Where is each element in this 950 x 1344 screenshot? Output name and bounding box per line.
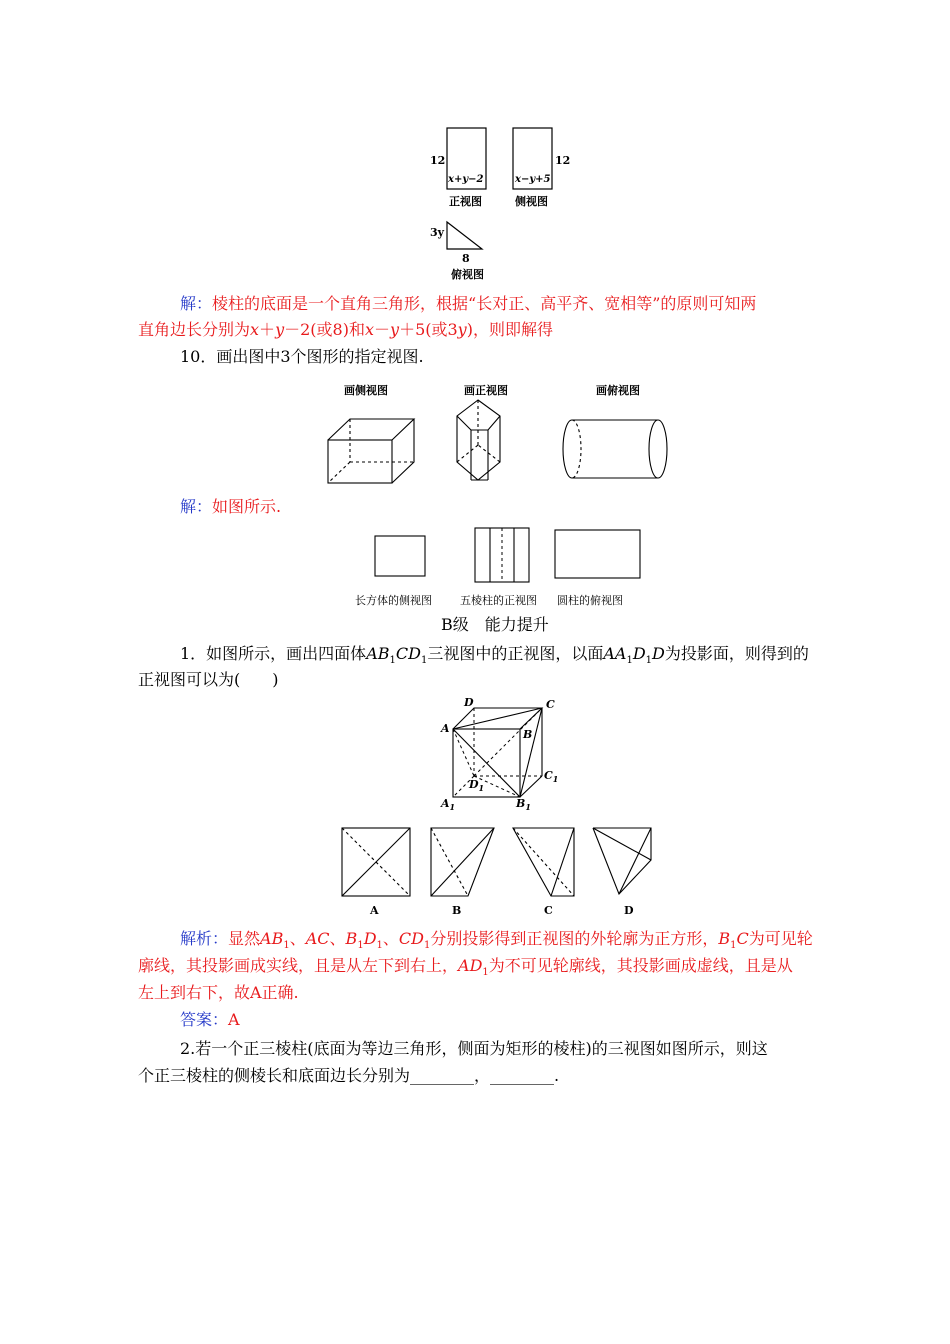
top-leg-label: 3y [430,226,445,239]
math-run: CD [395,644,421,663]
front-height-label: 12 [430,154,446,167]
answer-caption-2: 五棱柱的正视图 [460,594,537,607]
subscript: 1 [420,655,428,667]
vertex-letter: B [516,797,526,810]
text-run: 直角边长分别为 [138,320,251,339]
text-run: 、 [289,929,306,948]
solution-label: 解析： [180,929,229,948]
text-run: ＋ [259,320,276,339]
choice-b-shape [431,828,494,896]
solution-text: 棱柱的底面是一个直角三角形，根据“长对正、高平齐、宽相等”的原则可知两 [212,294,757,313]
solution-10 [180,494,281,520]
top-base-label: 8 [462,252,470,265]
choice-c-shape [513,828,574,896]
math-run: AA [603,644,627,663]
vertex-C: C [546,698,555,711]
text-run: 分别投影得到正视图的外轮廓为正方形， [430,929,719,948]
text-run: 为可见轮 [748,929,813,948]
text-run: 为投影面，则得到的 [664,644,809,663]
math-run: C [736,929,749,948]
subscript: 1 [482,967,489,979]
section-heading: B级 能力提升 [441,615,549,634]
choices-drawing [338,824,658,920]
three-view-figure [420,122,580,282]
vertex-B: B [523,728,533,741]
fig10-drawing [320,380,680,490]
vertex-letter: D [469,778,479,791]
vertex-A1 [441,797,455,812]
solution-text: 如图所示. [212,497,282,516]
answer-caption-1: 长方体的侧视图 [355,594,432,607]
vertex-B1 [516,797,531,812]
figure-10 [320,380,680,490]
subscript: 1 [478,783,485,794]
subscript: 1 [449,802,456,813]
math-run: D [652,644,665,663]
fig10-caption-1: 画侧视图 [344,384,388,397]
vertex-D: D [464,696,474,709]
text-run: 三视图中的正视图，以面 [427,644,604,663]
math-run: AC [305,929,330,948]
math-run: D [632,644,646,663]
side-width-label: x−y+5 [515,174,551,185]
question-1-line2: 正视图可以为( ) [138,670,279,689]
subscript: 1 [376,940,383,952]
text-run: 显然 [228,929,261,948]
side-view-caption: 侧视图 [515,195,548,208]
text-run: －2(或8)和 [284,320,365,339]
vertex-letter: A [441,797,450,810]
math-run: CD [398,929,424,948]
choice-c-label[interactable]: C [544,904,553,917]
vertex-C1 [544,769,558,784]
question-10: 10．画出图中3个图形的指定视图. [180,347,424,366]
figure-10-answer [350,522,650,612]
cuboid-shape [328,419,414,483]
fig10-caption-2: 画正视图 [464,384,508,397]
vertex-letter: C [544,769,553,782]
pentagonal-prism-shape [457,400,500,480]
subscript: 1 [423,940,431,952]
answer-label: 答案： [180,1010,229,1029]
solution-9-line1 [180,291,756,317]
math-run: AB [260,929,284,948]
var-y: y [457,320,467,339]
front-width-label: x+y−2 [448,174,484,185]
text-run: )，则即解得 [466,320,553,339]
subscript: 1 [357,940,364,952]
question-2-line1: 2.若一个正三棱柱(底面为等边三角形，侧面为矩形的棱柱)的三视图如图所示，则这 [180,1039,768,1058]
solution-label: 解： [180,497,213,516]
answer-value: A [228,1010,240,1029]
math-run: AD [458,956,483,975]
top-view-caption: 俯视图 [451,268,484,281]
answer-caption-3: 圆柱的俯视图 [557,594,623,607]
answer-line [180,1007,240,1033]
question-2-line2: 个正三棱柱的侧棱长和底面边长分别为________，________. [138,1066,560,1085]
choice-b-label[interactable]: B [452,904,462,917]
subscript: 1 [645,655,653,667]
math-run: D [363,929,377,948]
choice-figures [338,824,658,920]
fig10-caption-3: 画俯视图 [596,384,640,397]
cube-figure [436,696,566,814]
cube-drawing [436,696,566,814]
solution-label: 解： [180,294,213,313]
text-run: 、 [329,929,346,948]
choice-d-shape [593,828,651,894]
math-run: B [345,929,358,948]
text-run: 廓线，其投影画成实线，且是从左下到右上， [138,956,459,975]
subscript: 1 [626,655,633,667]
three-view-drawing [420,122,580,282]
math-run: AB [366,644,390,663]
choice-a-label[interactable]: A [370,904,379,917]
solution-1-line3: 左上到右下，故A正确. [138,983,299,1002]
var-x: x [250,320,260,339]
var-x: x [364,320,374,339]
text-run: － [374,320,391,339]
subscript: 1 [552,774,559,785]
vertex-A: A [441,722,450,735]
subscript: 1 [525,802,531,813]
cylinder-shape [563,420,667,478]
subscript: 1 [730,940,737,952]
text-run: 、 [382,929,399,948]
math-run: B [718,929,731,948]
choice-d-label[interactable]: D [624,904,634,917]
subscript: 1 [283,940,290,952]
solution-9-line2 [138,317,553,343]
front-view-caption: 正视图 [449,195,482,208]
text-run: 为不可见轮廓线，其投影画成虚线，且是从 [488,956,793,975]
vertex-D1 [469,778,484,793]
subscript: 1 [389,655,396,667]
var-y: y [390,320,400,339]
var-y: y [275,320,285,339]
choice-a-shape [342,828,410,896]
side-height-label: 12 [555,154,571,167]
text-run: 1．如图所示，画出四面体 [180,644,367,663]
text-run: ＋5(或3 [399,320,458,339]
